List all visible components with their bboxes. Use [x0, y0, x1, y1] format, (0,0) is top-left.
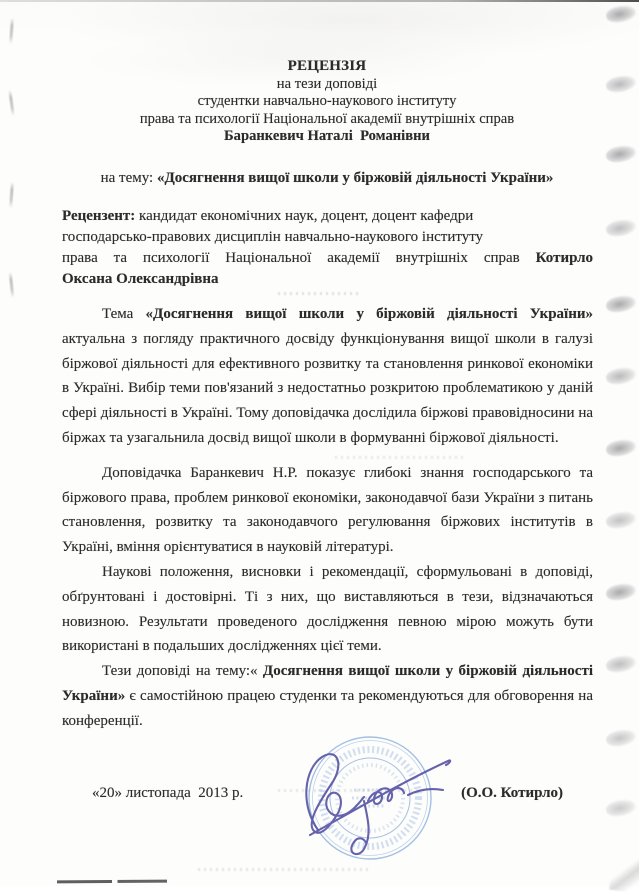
reviewer-line: Оксана Олександрівна [62, 271, 219, 287]
scan-smudge [605, 144, 637, 165]
topic-line [40, 170, 614, 187]
scan-smudge [605, 4, 637, 25]
scan-bottom-line [57, 880, 167, 884]
header-line: студентки навчально-наукового інституту [197, 93, 457, 109]
scan-smudge [605, 218, 637, 239]
body-paragraph: Тези доповіді на тему:« Досягнення вищої школи у біржовій діяльності України» є самостійною працею студенки та рекомендуються для обговорення на конференції. [62, 663, 593, 729]
student-name: Баранкевич Наталі Романівни [224, 128, 430, 144]
document-title: РЕЦЕНЗІЯ [287, 58, 367, 74]
bleed-mark [278, 292, 358, 295]
scan-smudge [605, 798, 637, 819]
signoff-row [62, 785, 563, 802]
header-line: права та психології Національної академії внутрішніх справ [139, 110, 515, 127]
document-date: «20» листопада 2013 р. [92, 785, 244, 801]
body-paragraph: Тема «Досягнення вищої школи у біржовій діяльності України» актуальна з погляду практичного досвіду функціонування вищої школи в галузі біржової діяльності для ефективного розвитку та становлення ринкової економіки в Україні. Вибір теми пов'язаний з недостатньо розкритою проблематикою у даній сфері діяльності в Україні. Тому доповідачка дослідила біржові правовідносини на біржах та узагальнила досвід вищої школи в формуванні біржової діяльності. [62, 306, 594, 446]
reviewer-line: господарсько-правових дисциплін навчально-наукового інституту [62, 229, 484, 245]
reviewer-signoff-name: (О.О. Котирло) [461, 785, 563, 801]
header-line: на тези доповіді [276, 75, 378, 92]
scan-smudge [605, 366, 637, 387]
topic-prefix: на тему: [100, 170, 157, 186]
body-paragraph: Наукові положення, висновки і рекомендації, сформульовані в доповіді, обґрунтовані і достовірні. Ті з них, що виставляються в тези, відзначаються новизною. Результати проведеного дослідження певною мірою можуть бути використані в подальших дослідженнях цієї теми. [62, 563, 593, 655]
scan-mark [9, 272, 15, 298]
body-paragraph: Доповідачка Баранкевич Н.Р. показує глибокі знання господарського та біржового права, проблем ринкової економіки, законодавчої бази України з питань становлення, розвитку та законодавчого регулювання біржових інститутів в Україні, вміння орієнтуватися в науковій літературі. [62, 464, 593, 556]
scan-smudge [605, 654, 637, 675]
topic-title: «Досягнення вищої школи у біржовій діяльності України» [156, 170, 554, 186]
scan-corner-mark [609, 844, 639, 894]
review-body [62, 302, 593, 734]
scan-top-edge [0, 0, 639, 2]
scan-smudge [605, 438, 637, 459]
scan-mark [8, 90, 15, 116]
scan-smudge [605, 294, 637, 315]
scan-smudge [605, 728, 637, 749]
scan-mark [9, 182, 14, 208]
reviewer-line: Рецензент: кандидат економічних наук, доцент, доцент кафедри [62, 208, 474, 224]
document-header [62, 58, 592, 146]
scan-smudge [605, 74, 637, 95]
reviewer-line: права та психології Національної академії внутрішніх справ Котирло [62, 250, 593, 266]
scan-smudge [605, 582, 637, 603]
scan-smudge [605, 510, 637, 531]
scan-mark [9, 18, 14, 44]
reviewer-block [62, 206, 593, 290]
